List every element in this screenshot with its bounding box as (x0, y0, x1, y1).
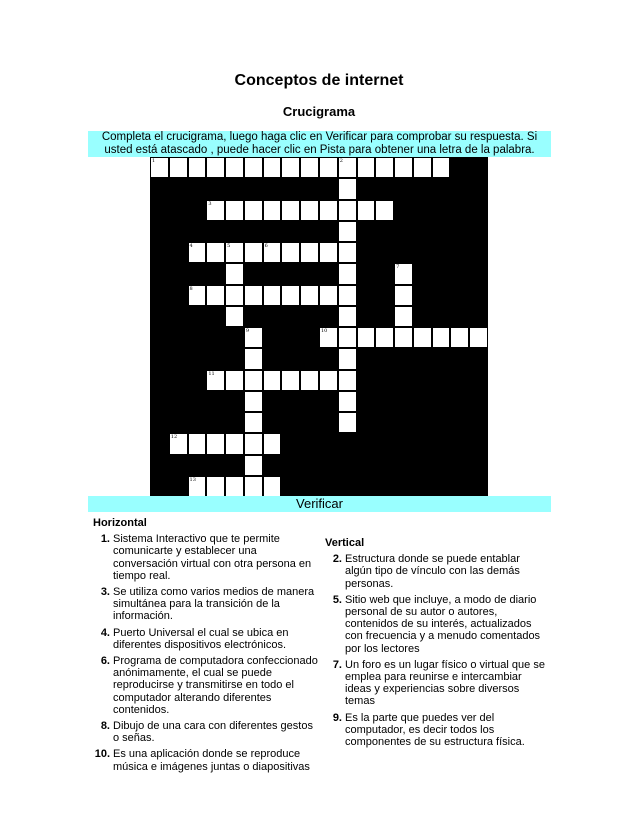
crossword-cell[interactable] (319, 327, 338, 348)
crossword-cell[interactable] (338, 370, 357, 391)
cell-input[interactable] (189, 477, 206, 496)
crossword-cell[interactable] (338, 221, 357, 242)
cell-input[interactable] (395, 328, 412, 347)
clue-number: 4 (189, 243, 193, 249)
cell-input[interactable] (245, 328, 262, 347)
cell-input[interactable] (320, 328, 337, 347)
cell-input[interactable] (282, 201, 299, 220)
crossword-cell[interactable] (263, 285, 282, 306)
clue-number: 10 (321, 328, 328, 334)
cell-input[interactable] (245, 371, 262, 390)
verify-button[interactable]: Verificar (88, 496, 551, 512)
cell-input[interactable] (245, 456, 262, 475)
cell-input[interactable] (376, 328, 393, 347)
cell-input[interactable] (395, 286, 412, 305)
vertical-heading: Vertical (325, 537, 365, 549)
clue-item-text: Programa de computadora confeccionado anónimamente, el cual se puede reproducirse y transmitirse en todo el computador alterando diferentes contenidos. (113, 655, 318, 716)
crossword-cell[interactable] (244, 455, 263, 476)
cell-input[interactable] (226, 307, 243, 326)
crossword-cell[interactable] (338, 327, 357, 348)
crossword-cell[interactable] (413, 327, 432, 348)
crossword-cell[interactable] (225, 200, 244, 221)
cell-input[interactable] (264, 201, 281, 220)
crossword-cell[interactable] (338, 348, 357, 369)
cell-input[interactable] (226, 264, 243, 283)
clue-number: 11 (208, 370, 215, 377)
clue-item (325, 594, 546, 655)
cell-input[interactable] (245, 286, 262, 305)
crossword-cell[interactable] (300, 200, 319, 221)
cell-input[interactable] (376, 158, 393, 177)
cell-input[interactable] (207, 434, 224, 453)
clue-item-number: 8. (100, 720, 110, 733)
cell-input[interactable] (433, 158, 450, 177)
crossword-cell[interactable] (225, 157, 244, 178)
cell-input[interactable] (358, 158, 375, 177)
cell-input[interactable] (320, 286, 337, 305)
clue-item-number: 4. (100, 626, 110, 639)
cell-input[interactable] (245, 243, 262, 262)
crossword-cell[interactable] (188, 476, 207, 497)
cell-input[interactable] (245, 158, 262, 177)
cell-input[interactable] (358, 328, 375, 347)
crossword-cell[interactable] (432, 157, 451, 178)
cell-input[interactable] (189, 434, 206, 453)
crossword-cell[interactable] (338, 200, 357, 221)
crossword-cell[interactable] (225, 285, 244, 306)
cell-input[interactable] (339, 222, 356, 241)
cell-input[interactable] (320, 243, 337, 262)
cell-input[interactable] (395, 158, 412, 177)
clue-item (93, 748, 321, 772)
cell-input[interactable] (301, 243, 318, 262)
crossword-cell[interactable] (300, 242, 319, 263)
crossword-cell[interactable] (394, 157, 413, 178)
crossword-cell[interactable] (263, 370, 282, 391)
crossword-cell[interactable] (206, 285, 225, 306)
cell-input[interactable] (301, 201, 318, 220)
crossword-cell[interactable] (469, 327, 488, 348)
crossword-cell[interactable] (244, 433, 263, 454)
crossword-cell[interactable] (281, 157, 300, 178)
clue-item (325, 553, 546, 590)
crossword-cell[interactable] (263, 200, 282, 221)
clue-number: 13 (189, 476, 196, 483)
cell-input[interactable] (282, 371, 299, 390)
cell-input[interactable] (282, 286, 299, 305)
clue-number: 3 (208, 200, 212, 207)
crossword-cell[interactable] (244, 327, 263, 348)
cell-input[interactable] (395, 307, 412, 326)
cell-input[interactable] (282, 158, 299, 177)
clue-number: 7 (396, 264, 400, 271)
crossword-cell[interactable] (281, 285, 300, 306)
crossword-cell[interactable] (338, 391, 357, 412)
crossword-cell[interactable] (244, 200, 263, 221)
clue-item-number: 2. (332, 553, 342, 566)
cell-input[interactable] (320, 201, 337, 220)
clue-item (93, 720, 321, 744)
cell-input[interactable] (245, 349, 262, 368)
crossword-cell[interactable] (206, 157, 225, 178)
clue-item (93, 655, 321, 716)
clue-item-number: 3. (100, 586, 110, 599)
clue-item (93, 586, 321, 623)
page-subtitle: Crucigrama (282, 104, 356, 119)
clue-number: 8 (189, 285, 193, 292)
cell-input[interactable] (189, 158, 206, 177)
clue-item-number: 7. (332, 658, 342, 671)
clue-item (93, 627, 321, 651)
cell-input[interactable] (414, 328, 431, 347)
clue-number: 2 (339, 158, 343, 164)
crossword-cell[interactable] (169, 157, 188, 178)
clue-number: 1 (152, 158, 156, 164)
crossword-cell[interactable] (357, 200, 376, 221)
cell-input[interactable] (226, 201, 243, 220)
crossword-cell[interactable] (206, 200, 225, 221)
crossword-cell[interactable] (206, 370, 225, 391)
cell-input[interactable] (433, 328, 450, 347)
cell-input[interactable] (264, 477, 281, 496)
crossword-cell[interactable] (281, 200, 300, 221)
cell-input[interactable] (414, 158, 431, 177)
crossword-cell[interactable] (300, 370, 319, 391)
crossword-cell[interactable] (244, 242, 263, 263)
crossword-cell[interactable] (225, 242, 244, 263)
cell-input[interactable] (207, 201, 224, 220)
cell-input[interactable] (376, 201, 393, 220)
crossword-cell[interactable] (375, 327, 394, 348)
cell-input[interactable] (189, 243, 206, 262)
crossword-cell[interactable] (206, 242, 225, 263)
crossword-cell[interactable] (225, 433, 244, 454)
cell-input[interactable] (189, 286, 206, 305)
crossword-cell[interactable] (244, 476, 263, 497)
crossword-cell[interactable] (338, 178, 357, 199)
crossword-cell[interactable] (338, 157, 357, 178)
cell-input[interactable] (226, 243, 243, 262)
clue-item-text: Puerto Universal el cual se ubica en diferentes dispositivos electrónicos. (113, 626, 289, 651)
cell-input[interactable] (339, 158, 356, 177)
cell-input[interactable] (339, 307, 356, 326)
cell-input[interactable] (226, 158, 243, 177)
cell-input[interactable] (339, 328, 356, 347)
crossword-cell[interactable] (338, 263, 357, 284)
instructions-banner: Completa el crucigrama, luego haga clic en Verificar para comprobar su respuesta. Si usted está atascado , puede hacer clic en Pista para obtener una letra de la palabra. (88, 131, 551, 157)
cell-input[interactable] (207, 371, 224, 390)
clue-item-text: Dibujo de una cara con diferentes gestos o señas. (113, 720, 313, 745)
cell-input[interactable] (339, 243, 356, 262)
crossword-cell[interactable] (169, 433, 188, 454)
crossword-cell[interactable] (319, 370, 338, 391)
clue-item-number: 10. (94, 748, 110, 761)
clue-number: 12 (170, 434, 178, 441)
cell-input[interactable] (170, 158, 187, 177)
cell-input[interactable] (339, 413, 356, 432)
crossword-cell[interactable] (394, 306, 413, 327)
cell-input[interactable] (151, 158, 168, 177)
crossword-cell[interactable] (244, 348, 263, 369)
clue-item (93, 533, 321, 582)
clue-item-text: Sistema Interactivo que te permite comunicarte y establecer una conversación virtual con otra persona en tiempo real. (113, 533, 312, 582)
crossword-cell[interactable] (244, 391, 263, 412)
clue-item-text: Es la parte que puedes ver del computador, es decir todos los componentes de su estructura física. (345, 711, 525, 749)
cell-input[interactable] (301, 371, 318, 390)
cell-input[interactable] (282, 243, 299, 262)
crossword-cell[interactable] (225, 476, 244, 497)
cell-input[interactable] (245, 201, 262, 220)
crossword-cell[interactable] (394, 263, 413, 284)
crossword-cell[interactable] (244, 157, 263, 178)
clue-item-text: Estructura donde se puede entablar algún tipo de vínculo con las demás personas. (345, 553, 520, 590)
crossword-cell[interactable] (300, 157, 319, 178)
cell-input[interactable] (245, 434, 262, 453)
crossword-cell[interactable] (338, 306, 357, 327)
cell-input[interactable] (170, 434, 187, 453)
clue-item-text: Sitio web que incluye, a modo de diario personal de su autor o autores, contenidos de su interés, actualizados con frecuencia y a menudo comentados por los lectores (345, 593, 541, 655)
crossword-cell[interactable] (244, 370, 263, 391)
crossword-cell[interactable] (263, 157, 282, 178)
cell-input[interactable] (245, 413, 262, 432)
crossword-cell[interactable] (319, 157, 338, 178)
clue-number: 9 (245, 328, 250, 334)
crossword-cell[interactable] (225, 263, 244, 284)
crossword-cell[interactable] (281, 370, 300, 391)
clue-item (325, 712, 546, 749)
cell-input[interactable] (470, 328, 487, 347)
clue-number: 6 (264, 243, 268, 249)
crossword-cell[interactable] (188, 433, 207, 454)
crossword-cell[interactable] (394, 327, 413, 348)
crossword-cell[interactable] (338, 285, 357, 306)
cell-input[interactable] (358, 201, 375, 220)
cell-input[interactable] (339, 392, 356, 411)
crossword-cell[interactable] (188, 242, 207, 263)
cell-input[interactable] (301, 158, 318, 177)
cell-input[interactable] (301, 286, 318, 305)
clue-item (325, 659, 546, 708)
crossword-cell[interactable] (413, 157, 432, 178)
cell-input[interactable] (207, 286, 224, 305)
crossword-cell[interactable] (206, 476, 225, 497)
clue-item-number: 5. (332, 593, 342, 606)
crossword-cell[interactable] (357, 157, 376, 178)
cell-input[interactable] (264, 286, 281, 305)
horizontal-clues (93, 517, 321, 773)
horizontal-heading: Horizontal (93, 517, 147, 529)
crossword-cell[interactable] (375, 200, 394, 221)
crossword-cell[interactable] (281, 242, 300, 263)
cell-input[interactable] (339, 264, 356, 283)
cell-input[interactable] (264, 434, 281, 453)
crossword-cell[interactable] (357, 327, 376, 348)
crossword-cell[interactable] (338, 242, 357, 263)
cell-input[interactable] (264, 371, 281, 390)
cell-input[interactable] (226, 434, 243, 453)
crossword-cell[interactable] (150, 157, 169, 178)
crossword-cell[interactable] (319, 200, 338, 221)
crossword-cell[interactable] (319, 285, 338, 306)
clue-item-text: Es una aplicación donde se reproduce música e imágenes juntas o diapositivas (113, 748, 310, 773)
cell-input[interactable] (207, 158, 224, 177)
cell-input[interactable] (339, 371, 356, 390)
clue-item-text: Un foro es un lugar físico o virtual que se emplea para reunirse e intercambiar ideas y experiencias sobre diversos temas (345, 658, 545, 708)
crossword-cell[interactable] (244, 285, 263, 306)
cell-input[interactable] (264, 158, 281, 177)
cell-input[interactable] (339, 201, 356, 220)
cell-input[interactable] (339, 179, 356, 198)
crossword-cell[interactable] (263, 242, 282, 263)
crossword-grid (150, 157, 488, 497)
crossword-cell[interactable] (432, 327, 451, 348)
crossword-cell[interactable] (225, 306, 244, 327)
crossword-cell[interactable] (450, 327, 469, 348)
crossword-cell[interactable] (206, 433, 225, 454)
cell-input[interactable] (226, 477, 243, 496)
clue-item-number: 6. (100, 655, 110, 668)
cell-input[interactable] (226, 371, 243, 390)
vertical-clues (325, 537, 546, 748)
clue-item-text: Se utiliza como varios medios de manera simultánea para la transición de la información. (113, 586, 315, 623)
crossword-cell[interactable] (263, 476, 282, 497)
crossword-cell[interactable] (188, 285, 207, 306)
cell-input[interactable] (339, 349, 356, 368)
crossword-cell[interactable] (244, 412, 263, 433)
cell-input[interactable] (395, 264, 412, 283)
crossword-cell[interactable] (394, 285, 413, 306)
clue-item-number: 1. (100, 533, 110, 546)
cell-input[interactable] (264, 243, 281, 262)
crossword-cell[interactable] (338, 412, 357, 433)
cell-input[interactable] (207, 243, 224, 262)
cell-input[interactable] (245, 392, 262, 411)
horizontal-clue-list (93, 533, 321, 773)
crossword-cell[interactable] (225, 370, 244, 391)
cell-input[interactable] (320, 158, 337, 177)
crossword-cell[interactable] (300, 285, 319, 306)
vertical-clue-list (325, 553, 546, 748)
crossword-cell[interactable] (263, 433, 282, 454)
clue-number: 5 (227, 243, 231, 249)
cell-input[interactable] (339, 286, 356, 305)
cell-input[interactable] (245, 477, 262, 496)
page-title: Conceptos de internet (234, 72, 404, 89)
clue-item-number: 9. (332, 711, 342, 724)
crossword-cell[interactable] (375, 157, 394, 178)
cell-input[interactable] (226, 286, 243, 305)
crossword-cell[interactable] (188, 157, 207, 178)
cell-input[interactable] (320, 371, 337, 390)
cell-input[interactable] (207, 477, 224, 496)
crossword-cell[interactable] (319, 242, 338, 263)
cell-input[interactable] (451, 328, 468, 347)
